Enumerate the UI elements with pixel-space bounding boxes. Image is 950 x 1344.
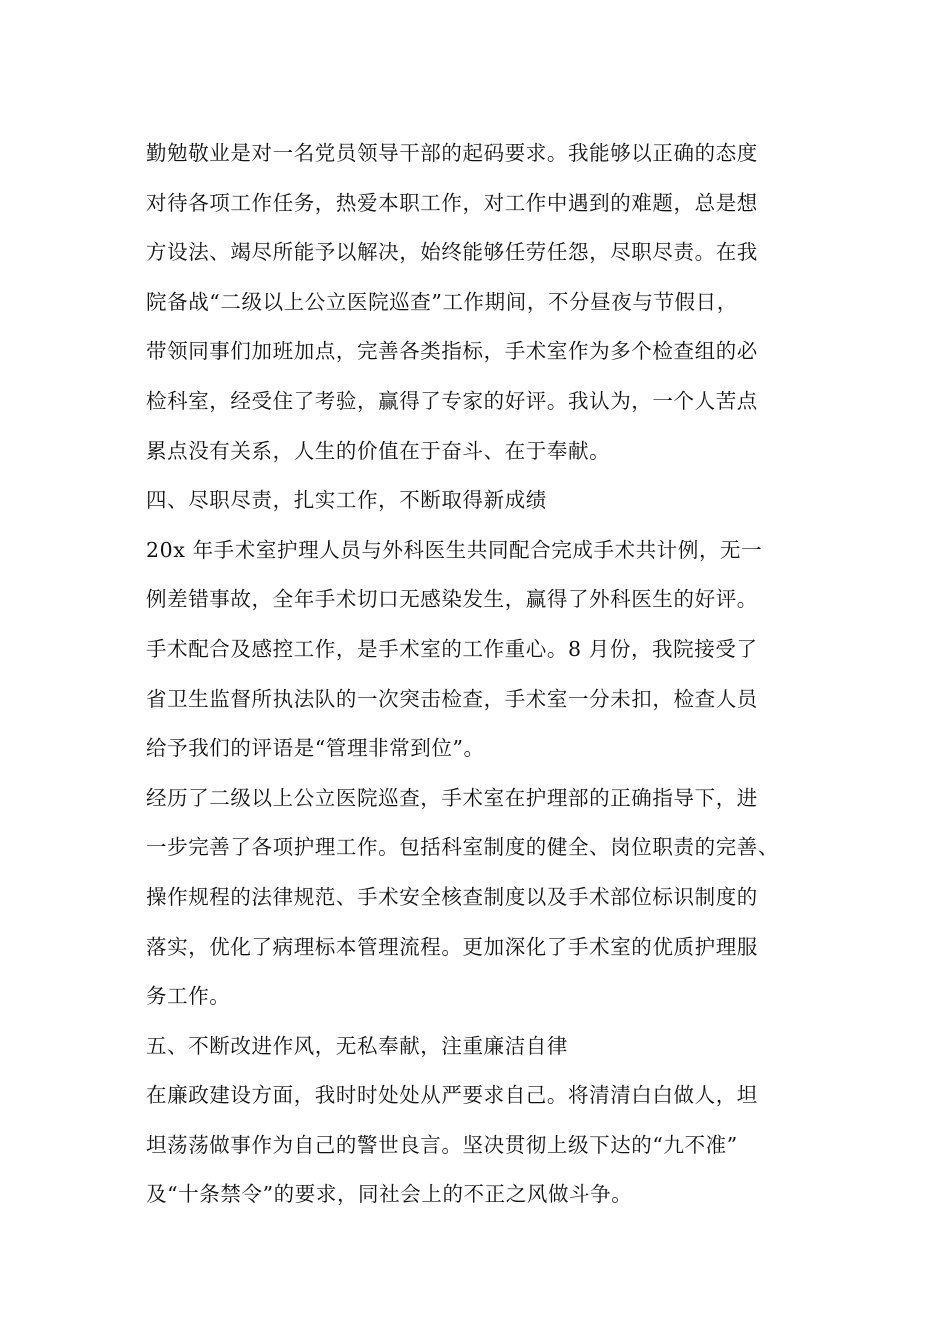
text-line: 带领同事们加班加点，完善各类指标，手术室作为多个检查组的必 — [146, 339, 758, 364]
text-line: 操作规程的法律规范、手术安全核查制度以及手术部位标识制度的 — [146, 884, 758, 909]
section-heading-5: 五、不断改进作风，无私奉献，注重廉洁自律 — [146, 1033, 568, 1058]
paragraph-integrity — [146, 1071, 812, 1220]
text-line: 对待各项工作任务，热爱本职工作，对工作中遇到的难题，总是想 — [146, 190, 758, 215]
text-line: 给予我们的评语是“管理非常到位”。 — [146, 736, 485, 761]
paragraph-diligence — [146, 129, 812, 476]
document-body — [146, 129, 812, 1220]
text-line: 累点没有关系，人生的价值在于奋斗、在于奉献。 — [146, 438, 611, 463]
text-line: 检科室，经受住了考验，赢得了专家的好评。我认为，一个人苦点 — [146, 388, 758, 413]
text-line: 及“十条禁令”的要求，同社会上的不正之风做斗争。 — [146, 1182, 633, 1207]
text-line: 手术配合及感控工作，是手术室的工作重心。8 月份，我院接受了 — [146, 636, 758, 661]
text-line: 落实，优化了病理标本管理流程。更加深化了手术室的优质护理服 — [146, 934, 758, 959]
text-line: 20x 年手术室护理人员与外科医生共同配合完成手术共计例，无一 — [146, 537, 763, 562]
text-line: 务工作。 — [146, 984, 231, 1009]
text-line: 例差错事故，全年手术切口无感染发生，赢得了外科医生的好评。 — [146, 587, 758, 612]
text-line: 院备战“二级以上公立医院巡查”工作期间，不分昼夜与节假日， — [146, 289, 738, 314]
paragraph-nursing-improvement — [146, 774, 812, 1022]
paragraph-surgery-stats — [146, 526, 812, 625]
text-line: 方设法、竭尽所能予以解决，始终能够任劳任怨，尽职尽责。在我 — [146, 240, 758, 265]
text-line: 勤勉敬业是对一名党员领导干部的起码要求。我能够以正确的态度 — [146, 141, 758, 165]
paragraph-infection-control — [146, 625, 812, 774]
text-line: 经历了二级以上公立医院巡查，手术室在护理部的正确指导下，进 — [146, 785, 758, 810]
text-line: 在廉政建设方面，我时时处处从严要求自己。将清清白白做人，坦 — [146, 1083, 758, 1108]
text-line: 一步完善了各项护理工作。包括科室制度的健全、岗位职责的完善、 — [146, 835, 779, 860]
text-line: 坦荡荡做事作为自己的警世良言。坚决贯彻上级下达的“九不准” — [146, 1132, 738, 1157]
text-line: 省卫生监督所执法队的一次突击检查，手术室一分未扣，检查人员 — [146, 686, 758, 711]
section-heading-4: 四、尽职尽责，扎实工作，不断取得新成绩 — [146, 488, 547, 513]
